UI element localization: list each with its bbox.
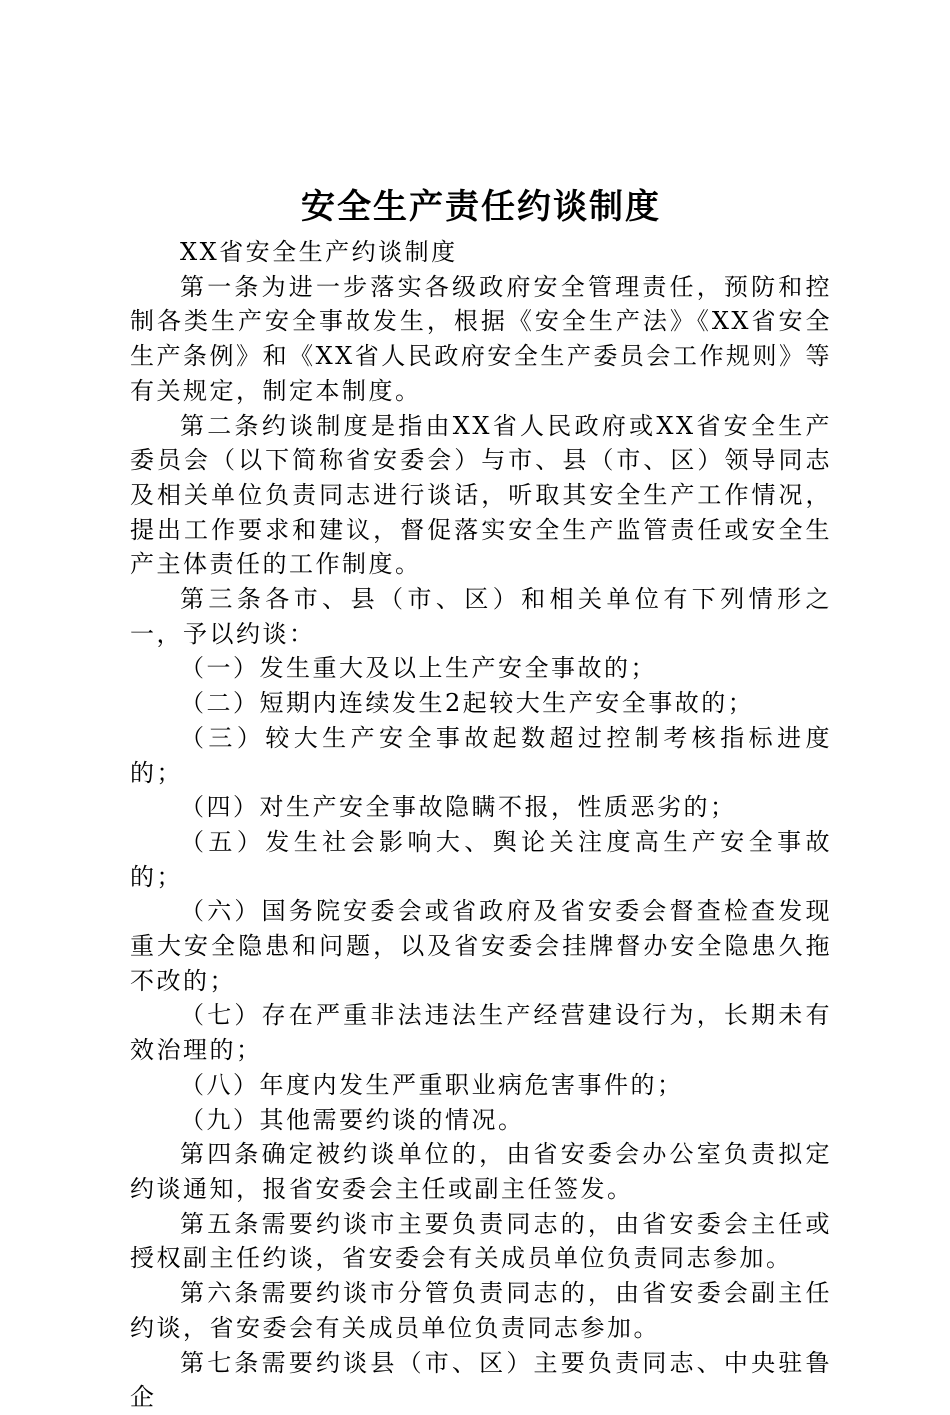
paragraph-article-2: 第二条约谈制度是指由XX省人民政府或XX省安全生产委员会（以下简称省安委会）与市、县（市、区）领导同志及相关单位负责同志进行谈话，听取其安全生产工作情况，提出工作要求和建议，督促落实安全生产监管责任或安全生产主体责任的工作制度。: [130, 411, 832, 579]
paragraph-article-1: 第一条为进一步落实各级政府安全管理责任，预防和控制各类生产安全事故发生，根据《安全生产法》《XX省安全生产条例》和《XX省人民政府安全生产委员会工作规则》等有关规定，制定本制度。: [130, 272, 832, 405]
paragraph-subtitle: XX省安全生产约谈制度: [180, 238, 458, 266]
list-item-8: （八）年度内发生严重职业病危害事件的；: [180, 1070, 684, 1099]
paragraph-article-7: 第七条需要约谈县（市、区）主要负责同志、中央驻鲁企: [130, 1348, 832, 1412]
list-item-3: （三）较大生产安全事故起数超过控制考核指标进度的；: [130, 723, 832, 787]
paragraph-article-3: 第三条各市、县（市、区）和相关单位有下列情形之一，予以约谈：: [130, 585, 832, 648]
document-page: [130, 183, 832, 1415]
list-item-1: （一）发生重大及以上生产安全事故的；: [180, 654, 657, 683]
paragraph-article-6: 第六条需要约谈市分管负责同志的，由省安委会副主任约谈，省安委会有关成员单位负责同志参加。: [130, 1279, 832, 1342]
list-item-6: （六）国务院安委会或省政府及省安委会督查检查发现重大安全隐患和问题，以及省安委会挂牌督办安全隐患久拖不改的；: [130, 897, 832, 995]
list-item-5: （五）发生社会影响大、舆论关注度高生产安全事故的；: [130, 827, 832, 891]
paragraph-article-4: 第四条确定被约谈单位的，由省安委会办公室负责拟定约谈通知，报省安委会主任或副主任签发。: [130, 1140, 832, 1203]
list-item-9: （九）其他需要约谈的情况。: [180, 1105, 525, 1134]
list-item-2: （二）短期内连续发生2起较大生产安全事故的；: [180, 689, 755, 718]
list-item-7: （七）存在严重非法违法生产经营建设行为，长期未有效治理的；: [130, 1001, 832, 1065]
document-title: 安全生产责任约谈制度: [301, 187, 661, 227]
paragraph-article-5: 第五条需要约谈市主要负责同志的，由省安委会主任或授权副主任约谈，省安委会有关成员单位负责同志参加。: [130, 1209, 832, 1273]
list-item-4: （四）对生产安全事故隐瞒不报，性质恶劣的；: [180, 793, 737, 822]
